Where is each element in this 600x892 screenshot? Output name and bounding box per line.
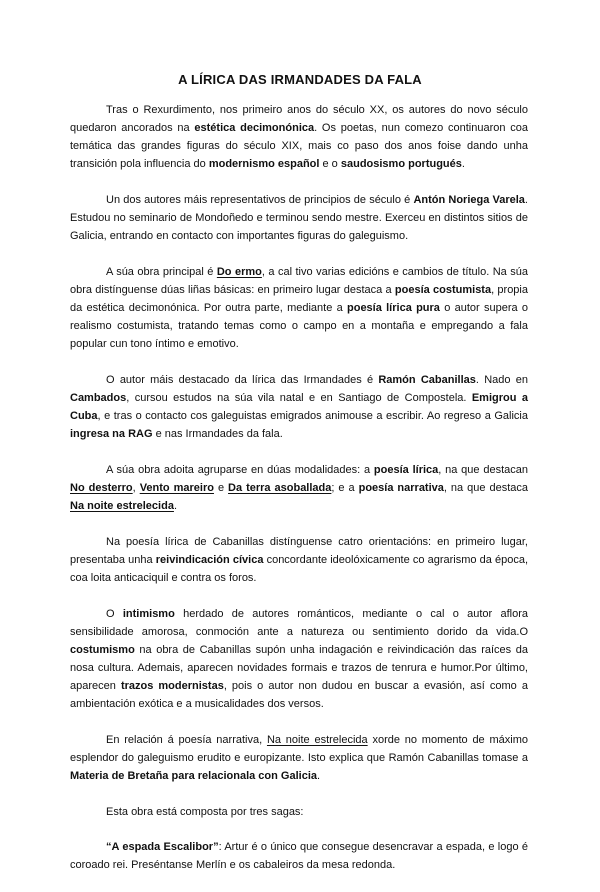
text-run: ; e a [331,482,359,494]
document-body [70,101,528,892]
text-run: Esta obra está composta por tres sagas: [106,806,304,818]
underline: Da terra asoballada [228,482,332,494]
paragraph [70,461,528,515]
underlined-title [267,734,368,746]
text-run: . Nado en [475,374,528,386]
text-run: O [106,608,123,620]
text-run: , propia da estética decimonónica. Por outra parte, mediante a [70,284,528,314]
bold-text: Emigrou a Cuba [70,392,528,422]
underline: Do ermo [216,266,262,278]
paragraph [70,838,528,874]
text-run: xorde no momento de máximo esplendor do galeguismo erudito e europizante. Isto explica que Ramón Cabanillas tomase a [70,734,528,764]
paragraph [70,191,528,245]
bold-text: Cambados [70,392,127,404]
text-run: , na que destaca [443,482,528,494]
bold-text: poesía narrativa [358,482,444,494]
text-run: , cursou estudos na súa vila natal e en Santiago de Compostela. [126,392,472,404]
text-run: Na poesía lírica de Cabanillas distínguense catro orientacións: en primeiro lugar, presentaba unha [70,536,528,566]
text-run: e [213,482,229,494]
document-title: A LÍRICA DAS IRMANDADES DA FALA [178,72,422,87]
underlined-title [217,266,262,278]
text-run: . Os poetas, nun comezo continuaron coa temática das grandes figuras do século XIX, mais co paso dos anos foise dando unha transición pola influencia do [70,122,528,170]
text-run: o autor supera o realismo costumista, tratando temas como o campo en a montaña e empregando a fala popular cun tono íntimo e emotivo. [70,302,528,350]
paragraph [70,371,528,443]
underlined-title [140,482,214,494]
bold-text: reivindicación cívica [155,554,264,566]
bold-text: saudosismo portugués [340,158,462,170]
paragraph [70,731,528,785]
text-run: concordante ideolóxicamente co agrarismo da época, coa loita anticaciquil e contra os foros. [70,554,528,584]
underline: Vento mareiro [139,482,214,494]
bold-text: intimismo [122,608,175,620]
underlined-title [70,482,133,494]
paragraph [70,263,528,353]
text-run: , e tras o contacto cos galeguistas emigrados animouse a escribir. Ao regreso a Galicia [97,410,528,422]
text-run: e o [319,158,341,170]
bold-text: Materia de Bretaña para relacionala con Galicia [70,770,317,782]
text-run: A súa obra principal é [106,266,217,278]
underline: Na noite estrelecida [266,734,368,746]
bold-text: ingresa na RAG [70,428,153,440]
text-run: : Artur é o único que consegue desencravar a espada, e logo é coroado rei. Preséntanse Merlín e os cabaleiros da mesa redonda. [70,841,528,871]
bold-text: estética decimonónica [194,122,315,134]
underline: Na noite estrelecida [70,500,174,512]
text-run: . [461,158,465,170]
underline: No desterro [70,482,133,494]
text-run: e nas Irmandades da fala. [152,428,283,440]
paragraph [70,533,528,587]
bold-text: poesía lírica pura [347,302,440,314]
paragraph [70,101,528,173]
underlined-title [70,500,174,512]
paragraph [70,605,528,713]
bold-text: Antón Noriega Varela [413,194,525,206]
bold-text: modernismo español [208,158,320,170]
text-run: herdado de autores románticos, mediante o cal o autor aflora sensibilidade amorosa, conmoción ante a natureza ou sentimiento dorido da vida.O [70,608,528,638]
bold-text: costumismo [70,644,135,656]
text-run: Un dos autores máis representativos de principios de século é [106,194,414,206]
text-run: . [317,770,321,782]
bold-text: “A espada Escalibor” [106,841,219,853]
bold-text: Ramón Cabanillas [378,374,476,386]
bold-text: trazos modernistas [120,680,224,692]
text-run: na obra de Cabanillas supón unha indagación e reivindicación das raíces da nosa cultura. Ademais, aparecen novidades formais e trazos de tenrura e humor.Por último, aparecen [70,644,528,692]
bold-text: poesía lírica [373,464,439,476]
text-run: , na que destacan [438,464,528,476]
text-run: , pois o autor non dudou en buscar a evasión, así como a ambientación exótica e a musicalidades dos versos. [70,680,528,710]
text-run: . Estudou no seminario de Mondoñedo e terminou sendo mestre. Exerceu en distintos sitios de Galicia, entrando en contacto con importantes figuras do galeguismo. [70,194,528,242]
underlined-title [228,482,331,494]
text-run: O autor máis destacado da lírica das Irmandades é [106,374,379,386]
text-run: A súa obra adoita agruparse en dúas modalidades: a [106,464,374,476]
text-run: . [173,500,177,512]
text-run: , a cal tivo varias edicións e cambios de título. Na súa obra distínguense dúas liñas básicas: en primeiro lugar destaca a [70,266,528,296]
bold-text: poesía costumista [394,284,492,296]
text-run: , [132,482,140,494]
text-run: Tras o Rexurdimento, nos primeiro anos do século XX, os autores do novo século quedaron ancorados na [70,104,528,134]
text-run: En relación á poesía narrativa, [106,734,267,746]
paragraph [70,803,528,821]
